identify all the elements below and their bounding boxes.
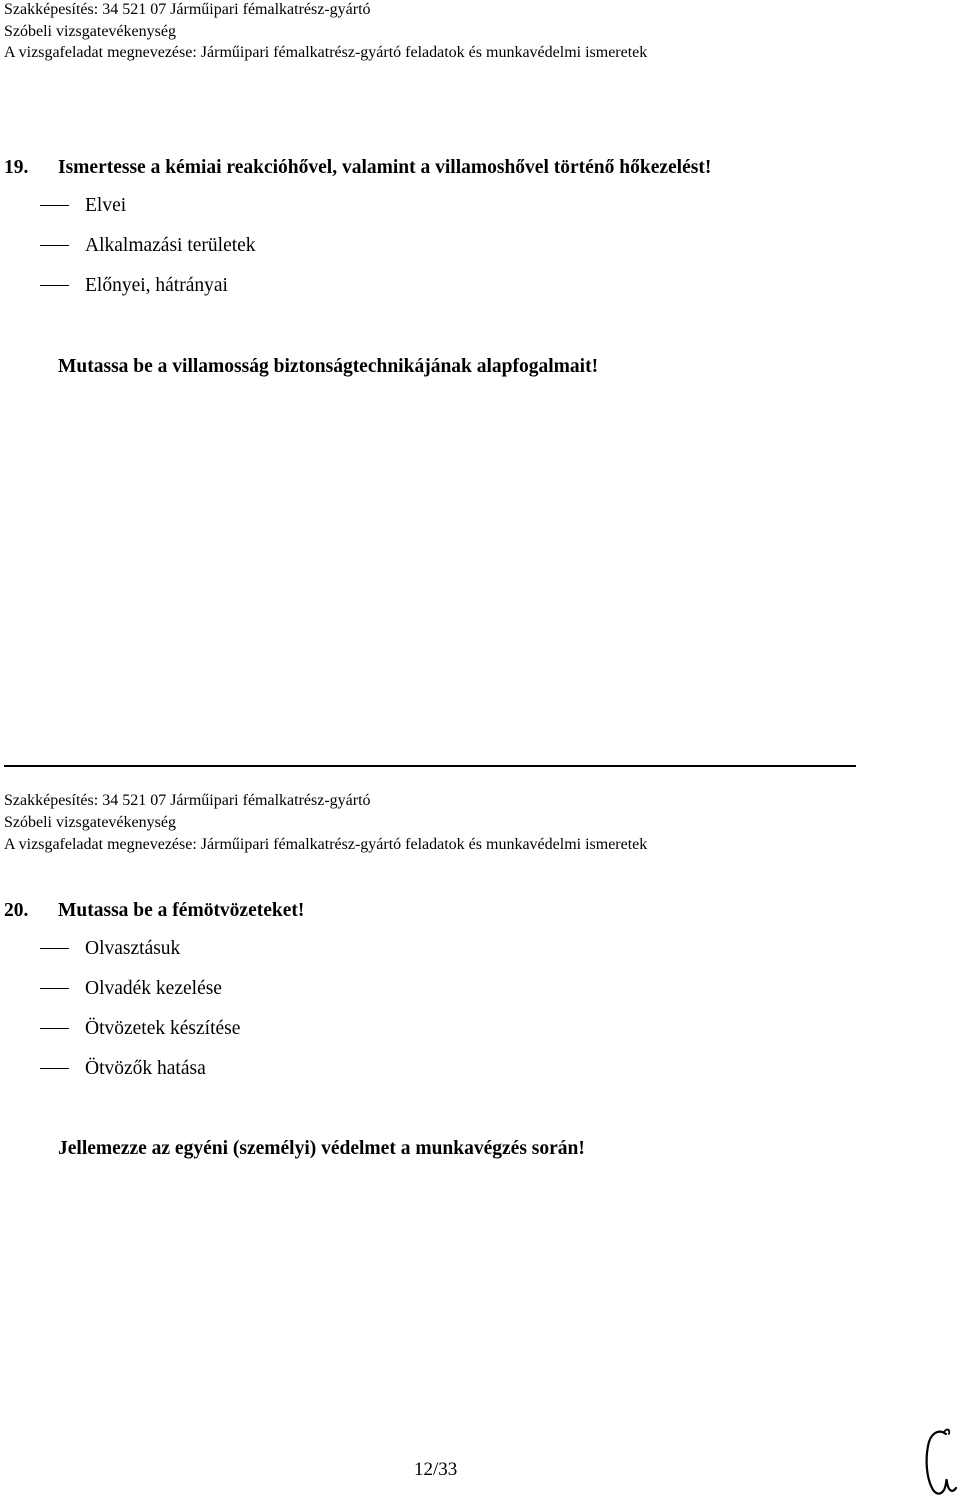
dash-bullet-icon xyxy=(40,1028,69,1029)
question-title: Ismertesse a kémiai reakcióhővel, valamint a villamoshővel történő hőkezelést! xyxy=(58,157,712,178)
header-activity: Szóbeli vizsgatevékenység xyxy=(4,23,176,40)
header-task-name: A vizsgafeladat megnevezése: Járműipari fémalkatrész-gyártó feladatok és munkavédelmi ismeretek xyxy=(4,836,648,853)
header-task-name: A vizsgafeladat megnevezése: Járműipari fémalkatrész-gyártó feladatok és munkavédelmi ismeretek xyxy=(4,44,648,61)
header-qualification: Szakképesítés: 34 521 07 Járműipari fémalkatrész-gyártó xyxy=(4,792,371,809)
question-number: 20. xyxy=(4,900,29,921)
question-19-heading xyxy=(4,156,711,180)
signature-mark xyxy=(916,1424,960,1498)
header-qualification: Szakképesítés: 34 521 07 Járműipari fémalkatrész-gyártó xyxy=(4,1,371,18)
question-20-heading xyxy=(4,899,304,923)
sub-question: Mutassa be a villamosság biztonságtechnikájának alapfogalmait! xyxy=(58,356,599,377)
header-activity: Szóbeli vizsgatevékenység xyxy=(4,814,176,831)
dash-bullet-icon xyxy=(40,245,69,246)
list-item-text: Olvadék kezelése xyxy=(85,978,222,999)
question-number: 19. xyxy=(4,157,29,178)
list-item-text: Ötvözők hatása xyxy=(85,1058,206,1079)
dash-bullet-icon xyxy=(40,285,69,286)
list-item-text: Olvasztásuk xyxy=(85,938,181,959)
dash-bullet-icon xyxy=(40,988,69,989)
list-item-text: Ötvözetek készítése xyxy=(85,1018,241,1039)
sub-question: Jellemezze az egyéni (személyi) védelmet a munkavégzés során! xyxy=(58,1138,585,1159)
list-item-text: Alkalmazási területek xyxy=(85,235,256,256)
section-divider xyxy=(4,765,856,767)
dash-bullet-icon xyxy=(40,948,69,949)
dash-bullet-icon xyxy=(40,205,69,206)
list-item-text: Elvei xyxy=(85,195,127,216)
dash-bullet-icon xyxy=(40,1068,69,1069)
page-number: 12/33 xyxy=(414,1459,458,1480)
question-title: Mutassa be a fémötvözeteket! xyxy=(58,900,305,921)
list-item-text: Előnyei, hátrányai xyxy=(85,275,228,296)
